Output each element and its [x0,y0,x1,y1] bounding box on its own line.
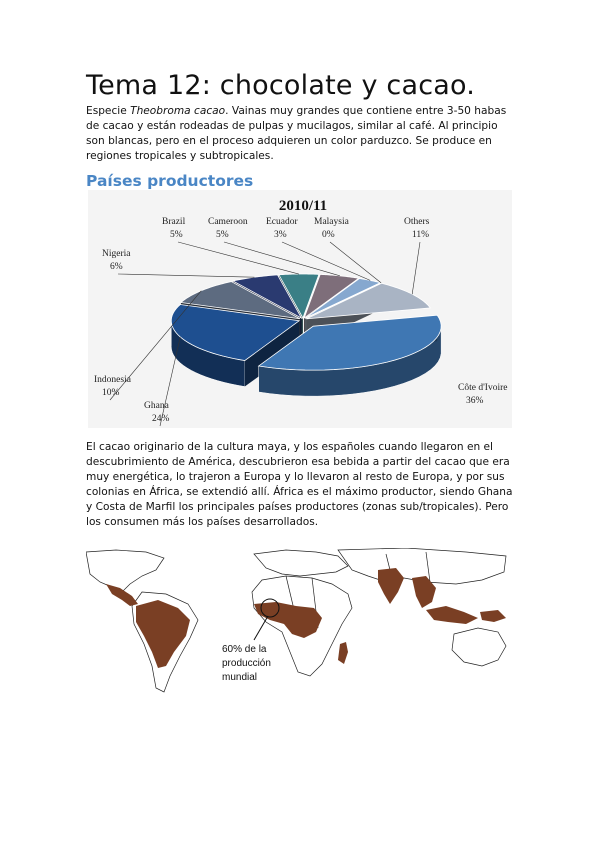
leader-line [118,274,254,277]
indonesia-region [426,606,478,624]
slice-label: Ecuador [266,217,298,227]
slice-value-label: 10% [102,388,120,398]
slice-value-label: 5% [216,230,229,240]
annotation-line-1: 60% de la [222,644,267,655]
annotation-pointer [254,616,268,640]
page-title: Tema 12: chocolate y cacao. [86,70,476,101]
australia-outline [452,628,506,666]
world-map [86,548,514,694]
leader-line [178,242,299,274]
section-heading: Países productores [86,172,254,190]
leader-line [160,337,180,426]
slice-label: Nigeria [102,249,131,259]
slice-value-label: 0% [322,230,335,240]
world-map-svg [86,548,514,694]
europe-outline [254,550,348,576]
north-america-outline [86,550,164,592]
slice-label: Malaysia [314,217,349,227]
slice-label: Ghana [144,401,169,411]
slice-label: Côte d'Ivoire [458,383,508,393]
intro-rest: . Vainas muy grandes que contiene entre 3-50 habas de cacao y están rodeadas de pulpas y mucilagos, similar al café. Al principio son blancas, pero en el proceso adquieren un color parduzco. Se produce en regiones tropicales y subtropicales. [86,105,507,162]
slice-value-label: 36% [466,396,484,406]
slice-label: Indonesia [94,375,131,385]
slice-label: Others [404,217,430,227]
slice-value-label: 11% [412,230,430,240]
slice-value-label: 24% [152,414,170,424]
central-america-region [106,584,138,606]
slice-value-label: 6% [110,262,123,272]
slice-label: Cameroon [208,217,248,227]
intro-paragraph [86,104,516,164]
india-region [378,568,404,604]
pie-chart-svg [88,190,512,428]
southeast-asia-region [412,576,436,608]
intro-prefix: Especie [86,105,131,117]
slice-value-label: 5% [170,230,183,240]
annotation-line-3: mundial [222,672,258,683]
slice-label: Brazil [162,217,186,227]
south-america-region [136,600,190,668]
species-name: Theobroma cacao [130,105,226,117]
history-paragraph: El cacao originario de la cultura maya, y los españoles cuando llegaron en el descubrimiento de América, descubrieron esa bebida a partir del cacao que era muy energética, lo trajeron a Europa y lo llevaron al resto de Europa, y por sus colonias en África, se extendió allí. África es el máximo productor, siendo Ghana y Costa de Marfil los principales países productores (zonas sub/tropicales). Pero los consumen más los países desarrollados. [86,441,513,528]
leader-line [412,242,420,294]
madagascar-region [338,642,348,664]
slice-value-label: 3% [274,230,287,240]
chart-title: 2010/11 [278,198,328,214]
papua-region [480,610,506,622]
pie-chart [88,190,512,428]
annotation-line-2: producción [222,658,271,669]
